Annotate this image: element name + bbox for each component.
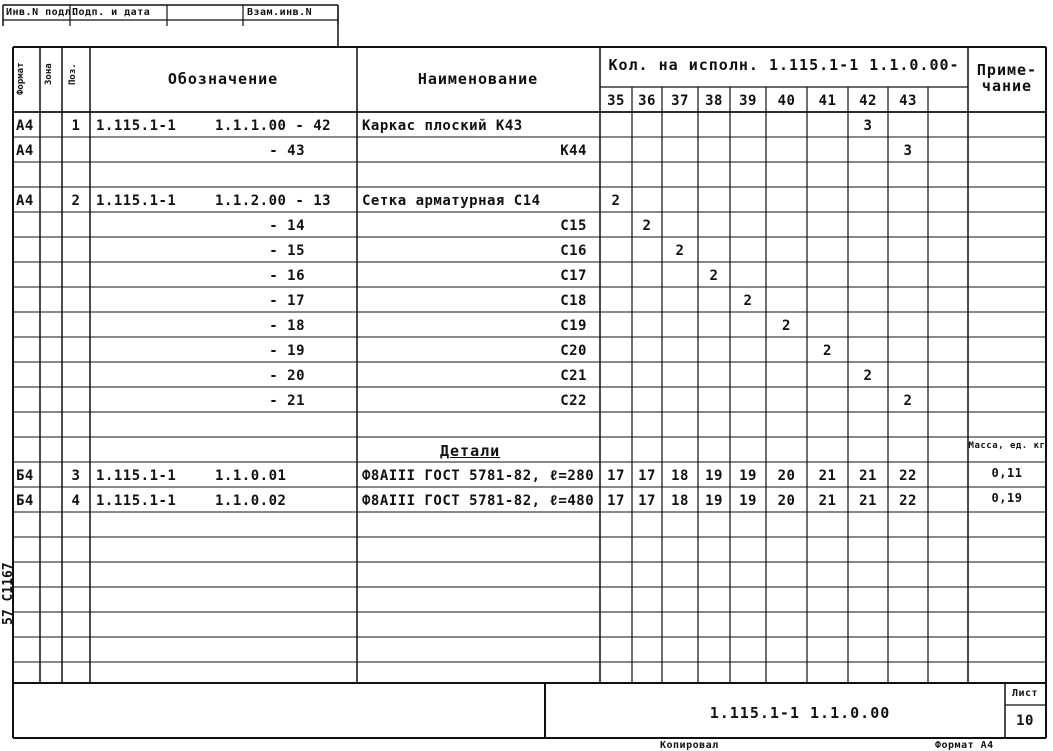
- header-qty-title: Кол. на исполн. 1.115.1-1 1.1.0.00-: [608, 56, 960, 74]
- row-designation: 1.115.1-1: [96, 493, 177, 509]
- row-qty: 20: [777, 468, 796, 484]
- row-code: - 18: [269, 318, 305, 334]
- row-qty: 3: [863, 118, 873, 134]
- header-zone: Зона: [44, 63, 54, 85]
- row-format: Б4: [16, 468, 34, 484]
- row-note: 0,11: [991, 466, 1023, 480]
- row-name: С15: [560, 218, 587, 234]
- row-pos: 4: [71, 493, 81, 509]
- stamp-header-inv: Инв.N подл.: [6, 7, 78, 18]
- row-qty: 21: [818, 468, 837, 484]
- row-code: 1.1.0.02: [215, 493, 287, 509]
- row-name: С16: [560, 243, 587, 259]
- header-pos: Поз.: [68, 63, 78, 85]
- stamp-header-sign: Подп. и дата: [72, 7, 151, 18]
- row-qty: 21: [859, 493, 877, 509]
- row-qty: 22: [899, 493, 917, 509]
- row-code: - 17: [269, 293, 305, 309]
- row-qty: 19: [705, 493, 723, 509]
- row-qty: 2: [611, 193, 621, 209]
- row-qty: 17: [638, 493, 656, 509]
- row-qty: 2: [823, 343, 832, 359]
- row-qty: 2: [642, 218, 652, 234]
- row-code: - 20: [269, 368, 305, 384]
- row-name: С18: [560, 293, 587, 309]
- row-name: К44: [560, 143, 587, 159]
- row-note: Масса, ед. кг: [968, 441, 1046, 451]
- row-qty: 17: [607, 468, 625, 484]
- row-qty: 2: [863, 368, 873, 384]
- title-sheet-label: Лист: [1011, 688, 1039, 699]
- title-designation: 1.115.1-1 1.1.0.00: [709, 704, 891, 722]
- row-name: С17: [560, 268, 587, 284]
- row-name: Ф8АIII ГОСТ 5781-82, ℓ=480: [362, 493, 595, 509]
- row-designation: 1.115.1-1: [96, 468, 177, 484]
- row-code: 1.1.1.00 - 42: [215, 118, 332, 134]
- footer-format: Формат А4: [935, 740, 994, 751]
- header-name: Наименование: [417, 70, 539, 88]
- variant-header: 39: [739, 93, 757, 109]
- row-code: - 43: [269, 143, 305, 159]
- row-format: А4: [16, 143, 34, 159]
- row-pos: 3: [71, 468, 81, 484]
- row-code: - 15: [269, 243, 305, 259]
- variant-header: 37: [671, 93, 689, 109]
- row-qty: 22: [899, 468, 917, 484]
- section-details: Детали: [440, 442, 501, 460]
- row-qty: 21: [859, 468, 877, 484]
- row-qty: 3: [903, 143, 913, 159]
- row-name: С22: [560, 393, 587, 409]
- header-note: Приме- чание: [976, 61, 1038, 95]
- header-designation: Обозначение: [167, 70, 279, 88]
- row-note: 0,19: [991, 491, 1023, 505]
- row-code: - 19: [269, 343, 305, 359]
- row-qty: 20: [777, 493, 796, 509]
- row-name: С19: [560, 318, 587, 334]
- row-qty: 17: [607, 493, 625, 509]
- row-name: С20: [560, 343, 587, 359]
- row-qty: 17: [638, 468, 656, 484]
- row-qty: 19: [739, 468, 757, 484]
- row-name: Сетка арматурная С14: [362, 193, 541, 209]
- header-format: Формат: [16, 62, 26, 95]
- variant-header: 41: [818, 93, 837, 109]
- row-qty: 21: [818, 493, 837, 509]
- stamp-header-replace: Взам.инв.N: [247, 7, 313, 18]
- row-designation: 1.115.1-1: [96, 118, 177, 134]
- side-note: 57 С1167: [1, 562, 16, 625]
- row-qty: 19: [739, 493, 757, 509]
- row-name: Ф8АIII ГОСТ 5781-82, ℓ=280: [362, 468, 595, 484]
- variant-header: 38: [705, 93, 723, 109]
- row-pos: 2: [71, 193, 81, 209]
- variant-header: 42: [859, 93, 877, 109]
- row-qty: 2: [675, 243, 685, 259]
- title-sheet-number: 10: [1016, 713, 1034, 729]
- row-code: 1.1.2.00 - 13: [215, 193, 332, 209]
- row-name: Каркас плоский К43: [362, 118, 523, 134]
- variant-header: 43: [899, 93, 917, 109]
- row-qty: 19: [705, 468, 723, 484]
- row-code: - 14: [269, 218, 305, 234]
- row-qty: 2: [903, 393, 913, 409]
- row-name: С21: [560, 368, 587, 384]
- variant-header: 40: [777, 93, 796, 109]
- row-qty: 2: [709, 268, 719, 284]
- variant-header: 36: [638, 93, 656, 109]
- row-format: А4: [16, 193, 34, 209]
- row-designation: 1.115.1-1: [96, 193, 177, 209]
- row-code: - 16: [269, 268, 305, 284]
- variant-header: 35: [607, 93, 625, 109]
- footer-copied: Копировал: [660, 740, 719, 751]
- row-pos: 1: [71, 118, 81, 134]
- row-format: А4: [16, 118, 34, 134]
- row-qty: 18: [671, 468, 689, 484]
- row-code: 1.1.0.01: [215, 468, 287, 484]
- row-qty: 2: [782, 318, 791, 334]
- row-qty: 2: [743, 293, 753, 309]
- row-code: - 21: [269, 393, 305, 409]
- row-qty: 18: [671, 493, 689, 509]
- row-format: Б4: [16, 493, 34, 509]
